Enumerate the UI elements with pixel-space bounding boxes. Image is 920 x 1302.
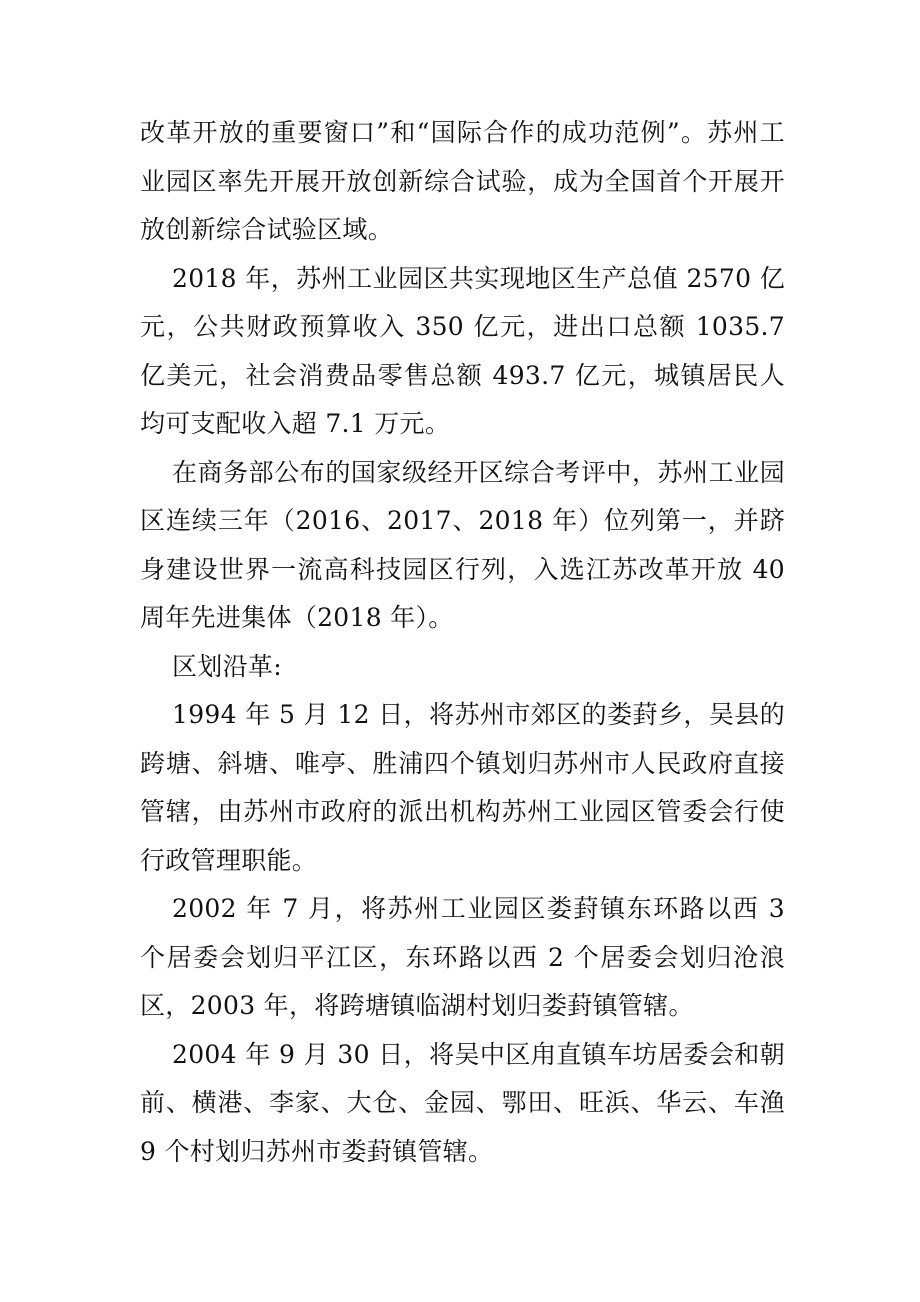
paragraph-ranking: 在商务部公布的国家级经开区综合考评中，苏州工业园区连续三年（2016、2017、2018 年）位列第一，并跻身建设世界一流高科技园区行列，入选江苏改革开放 40 周年先进集体（2018 年）。 bbox=[140, 457, 785, 632]
paragraph-2002: 2002 年 7 月，将苏州工业园区娄葑镇东环路以西 3 个居委会划归平江区，东环路以西 2 个居委会划归沧浪区，2003 年，将跨塘镇临湖村划归娄葑镇管辖。 bbox=[140, 894, 785, 1020]
paragraph-1994: 1994 年 5 月 12 日，将苏州市郊区的娄葑乡，吴县的跨塘、斜塘、唯亭、胜浦四个镇划归苏州市人民政府直接管辖，由苏州市政府的派出机构苏州工业园区管委会行使行政管理职能。 bbox=[140, 700, 785, 875]
document-body bbox=[140, 109, 785, 1176]
paragraph-2018-economy: 2018 年，苏州工业园区共实现地区生产总值 2570 亿元，公共财政预算收入 350 亿元，进出口总额 1035.7 亿美元，社会消费品零售总额 493.7 亿元，城镇居民人均可支配收入超 7.1 万元。 bbox=[140, 263, 785, 438]
paragraph-continuation: 改革开放的重要窗口”和“国际合作的成功范例”。苏州工业园区率先开展开放创新综合试验，成为全国首个开展开放创新综合试验区域。 bbox=[140, 118, 785, 244]
paragraph-2004: 2004 年 9 月 30 日，将吴中区甪直镇车坊居委会和朝前、横港、李家、大仓、金园、鄂田、旺浜、华云、车渔 9 个村划归苏州市娄葑镇管辖。 bbox=[140, 1039, 785, 1166]
section-heading-history: 区划沿革: bbox=[172, 651, 282, 681]
